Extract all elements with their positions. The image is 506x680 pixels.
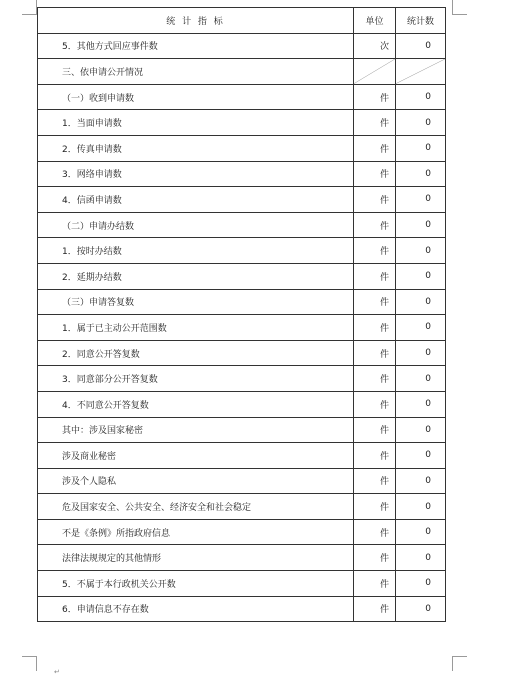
row-unit: 件 xyxy=(354,84,396,110)
table-row xyxy=(38,417,446,443)
table-row xyxy=(38,596,446,622)
table-row xyxy=(38,110,446,136)
header-indicator: 统 计 指 标 xyxy=(38,8,354,34)
crop-mark-bottom-right xyxy=(452,656,467,671)
crop-mark-top-right xyxy=(452,0,467,15)
diagonal-cell xyxy=(396,59,446,85)
row-count: 0 xyxy=(396,340,446,366)
row-label: 1．当面申请数 xyxy=(38,110,354,136)
table-row xyxy=(38,84,446,110)
paragraph-mark: ↵ xyxy=(54,668,60,676)
row-unit: 件 xyxy=(354,468,396,494)
row-label: 6．申请信息不存在数 xyxy=(38,596,354,622)
row-label: 1．属于已主动公开范围数 xyxy=(38,315,354,341)
row-unit: 件 xyxy=(354,238,396,264)
row-label: 不是《条例》所指政府信息 xyxy=(38,519,354,545)
header-unit: 单位 xyxy=(354,8,396,34)
row-label: （二）申请办结数 xyxy=(38,212,354,238)
row-label: 5．其他方式回应事件数 xyxy=(38,33,354,59)
row-unit: 件 xyxy=(354,135,396,161)
row-label: 4．信函申请数 xyxy=(38,187,354,213)
row-count: 0 xyxy=(396,84,446,110)
row-unit: 件 xyxy=(354,161,396,187)
row-count: 0 xyxy=(396,315,446,341)
row-label: 5．不属于本行政机关公开数 xyxy=(38,571,354,597)
diagonal-cell xyxy=(354,59,396,85)
row-label: 涉及商业秘密 xyxy=(38,443,354,469)
row-count: 0 xyxy=(396,391,446,417)
row-unit: 件 xyxy=(354,340,396,366)
crop-mark-top-left xyxy=(22,0,37,15)
table-row xyxy=(38,545,446,571)
table-row xyxy=(38,494,446,520)
row-label: 2．同意公开答复数 xyxy=(38,340,354,366)
table-row xyxy=(38,519,446,545)
row-count: 0 xyxy=(396,289,446,315)
row-unit: 件 xyxy=(354,110,396,136)
row-label: 4．不同意公开答复数 xyxy=(38,391,354,417)
table-row xyxy=(38,391,446,417)
row-count: 0 xyxy=(396,366,446,392)
row-label: 2．传真申请数 xyxy=(38,135,354,161)
row-count: 0 xyxy=(396,212,446,238)
table-row xyxy=(38,340,446,366)
row-count: 0 xyxy=(396,263,446,289)
row-unit: 件 xyxy=(354,187,396,213)
diagonal-line xyxy=(396,59,445,84)
row-count: 0 xyxy=(396,417,446,443)
row-count: 0 xyxy=(396,33,446,59)
table-row xyxy=(38,238,446,264)
row-label: 1．按时办结数 xyxy=(38,238,354,264)
table-body xyxy=(38,33,446,622)
table-row xyxy=(38,59,446,85)
row-count: 0 xyxy=(396,443,446,469)
row-count: 0 xyxy=(396,187,446,213)
row-unit: 件 xyxy=(354,417,396,443)
row-label: 涉及个人隐私 xyxy=(38,468,354,494)
table-row xyxy=(38,443,446,469)
row-label: 2．延期办结数 xyxy=(38,263,354,289)
table-row xyxy=(38,315,446,341)
row-count: 0 xyxy=(396,596,446,622)
row-count: 0 xyxy=(396,110,446,136)
row-unit: 件 xyxy=(354,289,396,315)
row-unit: 件 xyxy=(354,315,396,341)
table-row xyxy=(38,187,446,213)
diagonal-line xyxy=(354,59,395,84)
table-row xyxy=(38,289,446,315)
row-unit: 件 xyxy=(354,545,396,571)
table-row xyxy=(38,263,446,289)
row-label: 三、依申请公开情况 xyxy=(38,59,354,85)
row-unit: 件 xyxy=(354,596,396,622)
crop-mark-bottom-left xyxy=(22,656,37,671)
table-row xyxy=(38,161,446,187)
table-row xyxy=(38,468,446,494)
row-count: 0 xyxy=(396,494,446,520)
row-label: 其中：涉及国家秘密 xyxy=(38,417,354,443)
row-unit: 件 xyxy=(354,494,396,520)
row-label: 法律法规规定的其他情形 xyxy=(38,545,354,571)
row-unit: 件 xyxy=(354,519,396,545)
row-label: 3．同意部分公开答复数 xyxy=(38,366,354,392)
table-row xyxy=(38,571,446,597)
table-row xyxy=(38,366,446,392)
row-count: 0 xyxy=(396,545,446,571)
row-unit: 件 xyxy=(354,263,396,289)
row-count: 0 xyxy=(396,161,446,187)
row-count: 0 xyxy=(396,135,446,161)
table-row xyxy=(38,212,446,238)
row-label: （三）申请答复数 xyxy=(38,289,354,315)
row-count: 0 xyxy=(396,519,446,545)
row-label: 3．网络申请数 xyxy=(38,161,354,187)
table-row xyxy=(38,33,446,59)
row-unit: 件 xyxy=(354,443,396,469)
row-unit: 次 xyxy=(354,33,396,59)
header-count: 统计数 xyxy=(396,8,446,34)
table-row xyxy=(38,135,446,161)
statistics-table xyxy=(37,7,446,622)
row-label: （一）收到申请数 xyxy=(38,84,354,110)
row-unit: 件 xyxy=(354,366,396,392)
row-unit: 件 xyxy=(354,391,396,417)
row-count: 0 xyxy=(396,238,446,264)
table-header-row xyxy=(38,8,446,34)
row-count: 0 xyxy=(396,571,446,597)
row-unit: 件 xyxy=(354,571,396,597)
row-count: 0 xyxy=(396,468,446,494)
row-unit: 件 xyxy=(354,212,396,238)
row-label: 危及国家安全、公共安全、经济安全和社会稳定 xyxy=(38,494,354,520)
